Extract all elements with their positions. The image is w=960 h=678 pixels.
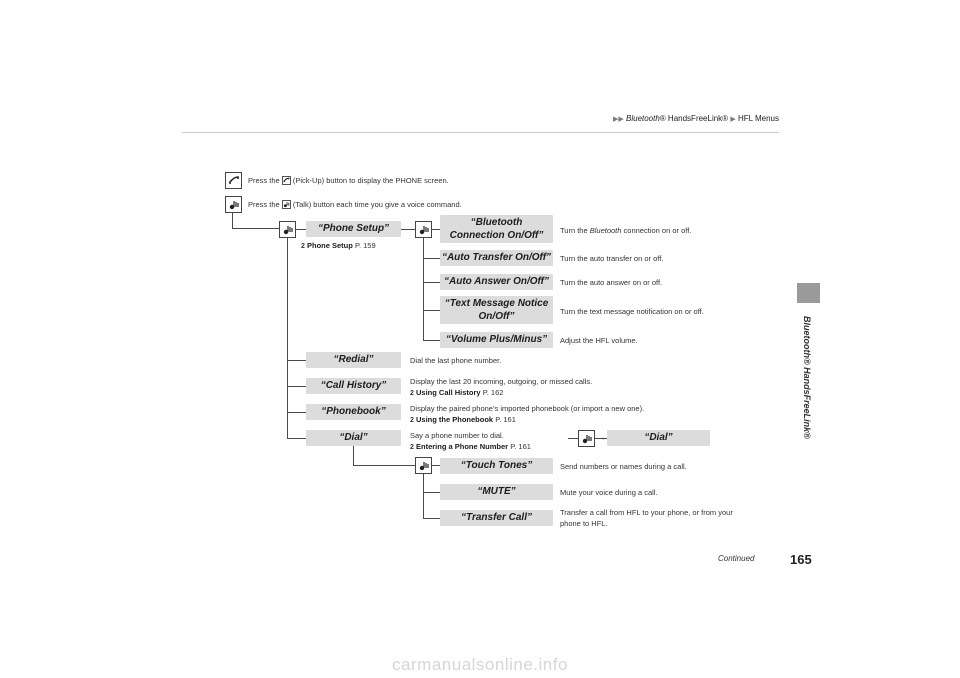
breadcrumb-arrow-icon: ▶ (730, 116, 736, 123)
breadcrumb-arrow-icon: ▶▶ (612, 116, 624, 123)
menu-auto-answer: “Auto Answer On/Off” (440, 274, 553, 290)
talk-icon (225, 196, 242, 213)
dial-desc: Say a phone number to dial. 2 Entering a Phone Number P. 161 (410, 431, 531, 451)
menu-volume: “Volume Plus/Minus” (440, 332, 553, 348)
tree-line (423, 340, 440, 341)
menu-phone-setup: “Phone Setup” (306, 221, 401, 237)
menu-bluetooth-connection: “Bluetooth Connection On/Off” (440, 215, 553, 243)
menu-dial: “Dial” (306, 430, 401, 446)
menu-mute: “MUTE” (440, 484, 553, 500)
redial-desc: Dial the last phone number. (410, 356, 502, 365)
side-tab-label: Bluetooth® HandsFreeLink® (802, 316, 812, 439)
tree-line (287, 412, 307, 413)
tree-line (423, 474, 424, 518)
tree-line (232, 213, 233, 229)
breadcrumb (0, 114, 779, 123)
tree-line (353, 465, 416, 466)
tree-line (423, 282, 440, 283)
talk-instruction: Press the (Talk) button each time you give a voice command. (248, 200, 462, 209)
phonebook-desc: Display the paired phone’s imported phonebook (or import a new one). 2 Using the Phonebook P. 161 (410, 404, 645, 424)
pickup-instruction: Press the (Pick-Up) button to display the PHONE screen. (248, 176, 449, 185)
transfer-call-desc: Transfer a call from HFL to your phone, or from your phone to HFL. (560, 508, 733, 528)
xref-phone-setup: 2 Phone Setup P. 159 (301, 241, 376, 250)
tree-line (423, 238, 424, 340)
header-divider (182, 132, 779, 133)
talk-icon (279, 221, 296, 238)
tree-line (287, 438, 307, 439)
tree-line (423, 518, 440, 519)
watermark: carmanualsonline.info (392, 655, 568, 674)
talk-icon (282, 200, 291, 209)
menu-touch-tones: “Touch Tones” (440, 458, 553, 474)
menu-text-message-notice: “Text Message Notice On/Off” (440, 296, 553, 324)
page-number: 165 (790, 552, 812, 567)
xref-arrow-icon: 2 (410, 390, 414, 397)
breadcrumb-hfl-menus: HFL Menus (737, 114, 779, 123)
xref-arrow-icon: 2 (410, 444, 414, 451)
tree-line (423, 258, 440, 259)
talk-icon (578, 430, 595, 447)
talk-icon (415, 221, 432, 238)
arrow-right-icon: → (597, 432, 606, 442)
call-history-desc: Display the last 20 incoming, outgoing, or missed calls. 2 Using Call History P. 162 (410, 377, 593, 397)
tree-line (423, 492, 440, 493)
bluetooth-connection-desc: Turn the Bluetooth connection on or off. (560, 226, 692, 235)
breadcrumb-handsfreelink: ® HandsFreeLink® (659, 114, 729, 123)
menu-call-history: “Call History” (306, 378, 401, 394)
talk-icon (415, 457, 432, 474)
volume-desc: Adjust the HFL volume. (560, 336, 638, 345)
tree-line (423, 310, 440, 311)
tree-line (568, 438, 578, 439)
tree-line (232, 228, 280, 229)
auto-answer-desc: Turn the auto answer on or off. (560, 278, 663, 287)
xref-arrow-icon: 2 (410, 417, 414, 424)
xref-arrow-icon: 2 (301, 243, 305, 250)
side-tab-marker (797, 283, 820, 303)
pickup-icon (282, 176, 291, 185)
mute-desc: Mute your voice during a call. (560, 488, 658, 497)
breadcrumb-bluetooth: Bluetooth (626, 114, 660, 123)
text-message-desc: Turn the text message notification on or off. (560, 307, 704, 316)
continued-label: Continued (718, 554, 755, 563)
tree-line (287, 360, 307, 361)
tree-line (287, 386, 307, 387)
tree-line (287, 238, 288, 438)
menu-redial: “Redial” (306, 352, 401, 368)
touch-tones-desc: Send numbers or names during a call. (560, 462, 687, 471)
menu-auto-transfer: “Auto Transfer On/Off” (440, 250, 553, 266)
pickup-icon (225, 172, 242, 189)
menu-phonebook: “Phonebook” (306, 404, 401, 420)
menu-dial-sub: “Dial” (607, 430, 710, 446)
tree-line (353, 446, 354, 466)
auto-transfer-desc: Turn the auto transfer on or off. (560, 254, 664, 263)
tree-line (400, 229, 415, 230)
menu-transfer-call: “Transfer Call” (440, 510, 553, 526)
